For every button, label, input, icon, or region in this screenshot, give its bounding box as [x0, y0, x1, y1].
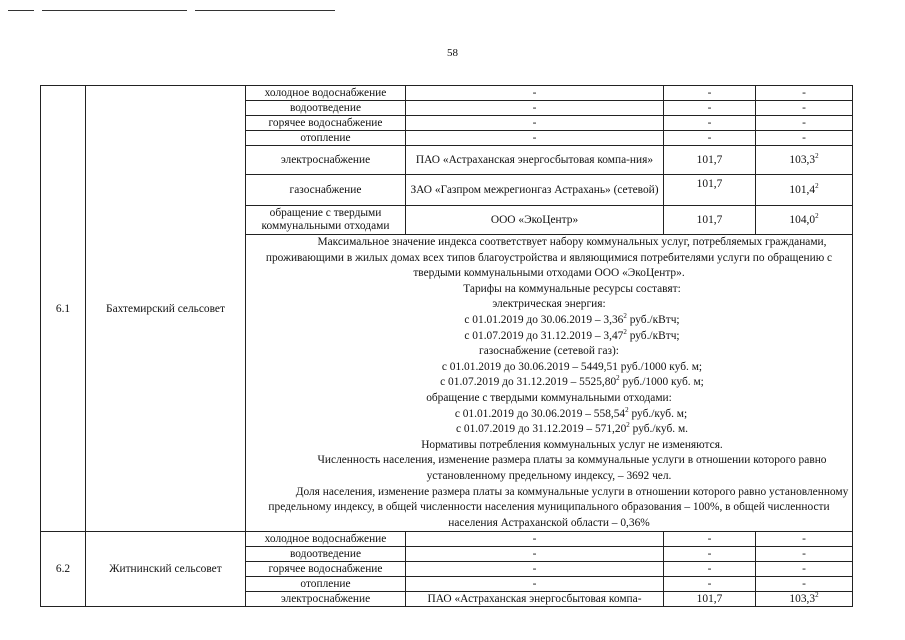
provider-cell: - [406, 101, 664, 116]
tariff-text: с 01.07.2019 до 31.12.2019 – 3,47 [464, 329, 624, 342]
service-cell: электроснабжение [246, 146, 406, 175]
max-index-value: 103,3 [789, 154, 816, 166]
index-cell: 101,7 [664, 206, 756, 235]
tariff-table [40, 85, 853, 607]
municipality-name: Житнинский сельсовет [86, 532, 246, 607]
service-cell: холодное водоснабжение [246, 532, 406, 547]
service-cell: отопление [246, 577, 406, 592]
footnote-mark: 2 [815, 152, 819, 161]
index-cell: - [664, 577, 756, 592]
population-share-text: Доля населения, изменение размера платы за коммунальные услуги в отношении которого равно установленному предельному индексу, в общей численности населения муниципального образования – 100%, в общей численности населения Астраханской области – 0,36% [268, 485, 849, 529]
municipality-name: Бахтемирский сельсовет [86, 86, 246, 532]
index-cell: 101,7 [664, 146, 756, 175]
max-index-value: 103,3 [789, 593, 816, 606]
provider-cell: - [406, 547, 664, 562]
max-index-cell: - [756, 101, 853, 116]
tariffs-title: Тарифы на коммунальные ресурсы составят: [463, 282, 681, 295]
index-cell: 101,7 [664, 592, 756, 607]
service-cell: газоснабжение [246, 175, 406, 206]
max-index-value: 101,4 [789, 184, 816, 196]
tariff-unit: руб./1000 куб. м; [619, 376, 704, 389]
provider-cell: - [406, 116, 664, 131]
tariff-unit: руб./кВтч; [626, 313, 680, 326]
provider-cell: ООО «ЭкоЦентр» [406, 206, 664, 235]
index-cell: - [664, 116, 756, 131]
footnote-mark: 2 [626, 421, 630, 430]
norms-text: Нормативы потребления коммунальных услуг не изменяются. [421, 438, 723, 451]
table-row [41, 532, 853, 547]
gas-title: газоснабжение (сетевой газ): [479, 345, 619, 358]
max-index-cell [756, 146, 853, 175]
section-description [246, 235, 853, 532]
electricity-tariff-2 [249, 329, 849, 345]
max-index-cell: - [756, 116, 853, 131]
service-cell: электроснабжение [246, 592, 406, 607]
tariff-text: с 01.01.2019 до 30.06.2019 – 3,36 [464, 313, 624, 326]
max-index-cell: - [756, 86, 853, 101]
index-cell: - [664, 131, 756, 146]
footnote-mark: 2 [623, 312, 627, 321]
service-cell: горячее водоснабжение [246, 562, 406, 577]
max-index-value: 104,0 [789, 214, 816, 226]
index-cell: - [664, 86, 756, 101]
max-index-cell: - [756, 131, 853, 146]
header-rule-right [42, 10, 187, 11]
max-index-cell: - [756, 532, 853, 547]
index-cell: - [664, 547, 756, 562]
index-cell: - [664, 101, 756, 116]
tariff-unit: руб./куб. м. [629, 423, 689, 436]
service-cell: горячее водоснабжение [246, 116, 406, 131]
header-rule-far [195, 10, 335, 11]
index-cell: - [664, 532, 756, 547]
electricity-title: электрическая энергия: [492, 298, 606, 311]
index-cell: 101,7 [664, 175, 756, 206]
footnote-mark: 2 [616, 374, 620, 383]
section-number: 6.2 [41, 532, 86, 607]
max-index-cell [756, 592, 853, 607]
provider-cell: - [406, 532, 664, 547]
index-cell: - [664, 562, 756, 577]
service-cell: холодное водоснабжение [246, 86, 406, 101]
gas-tariff-1: с 01.01.2019 до 30.06.2019 – 5449,51 руб./1000 куб. м; [441, 360, 703, 373]
max-index-cell [756, 206, 853, 235]
electricity-tariff-1 [249, 313, 849, 329]
provider-cell: - [406, 86, 664, 101]
waste-title: обращение с твердыми коммунальными отходами: [426, 391, 672, 404]
service-cell: обращение с твердыми коммунальными отходами [246, 206, 406, 235]
max-index-cell: - [756, 547, 853, 562]
population-text: Численность населения, изменение размера платы за коммунальные услуги в отношении которого равно установленному предельному индексу, – 3692 чел. [317, 454, 827, 482]
waste-tariff-2 [249, 422, 849, 438]
page-number: 58 [447, 47, 458, 59]
tariff-text: с 01.07.2019 до 31.12.2019 – 5525,80 [440, 376, 617, 389]
tariff-text: с 01.01.2019 до 30.06.2019 – 558,54 [454, 407, 626, 420]
footnote-mark: 2 [815, 591, 819, 600]
description-paragraph: Максимальное значение индекса соответствует набору коммунальных услуг, потребляемых гражданами, проживающими в жилых домах всех типов благоустройства и являющимися потребителями услуги по обращению с твердыми коммунальными отходами ООО «ЭкоЦентр». [265, 236, 833, 280]
provider-cell: - [406, 562, 664, 577]
service-cell: водоотведение [246, 547, 406, 562]
header-rule-left [8, 10, 34, 11]
tariff-unit: руб./куб. м; [628, 407, 688, 420]
max-index-cell [756, 175, 853, 206]
provider-cell: - [406, 577, 664, 592]
provider-cell: ПАО «Астраханская энергосбытовая компа-ния» [406, 146, 664, 175]
service-cell: отопление [246, 131, 406, 146]
footnote-mark: 2 [625, 405, 629, 414]
tariff-unit: руб./кВтч; [626, 329, 680, 342]
tariff-text: с 01.07.2019 до 31.12.2019 – 571,20 [455, 423, 627, 436]
section-number: 6.1 [41, 86, 86, 532]
footnote-mark: 2 [623, 327, 627, 336]
provider-cell: - [406, 131, 664, 146]
max-index-cell: - [756, 562, 853, 577]
provider-cell: ПАО «Астраханская энергосбытовая компа- [406, 592, 664, 607]
gas-tariff-2 [249, 375, 849, 391]
table-row [41, 86, 853, 101]
footnote-mark: 2 [815, 212, 819, 221]
service-cell: водоотведение [246, 101, 406, 116]
max-index-cell: - [756, 577, 853, 592]
waste-tariff-1 [249, 407, 849, 423]
footnote-mark: 2 [815, 182, 819, 191]
provider-cell: ЗАО «Газпром межрегионгаз Астрахань» (сетевой) [406, 175, 664, 206]
